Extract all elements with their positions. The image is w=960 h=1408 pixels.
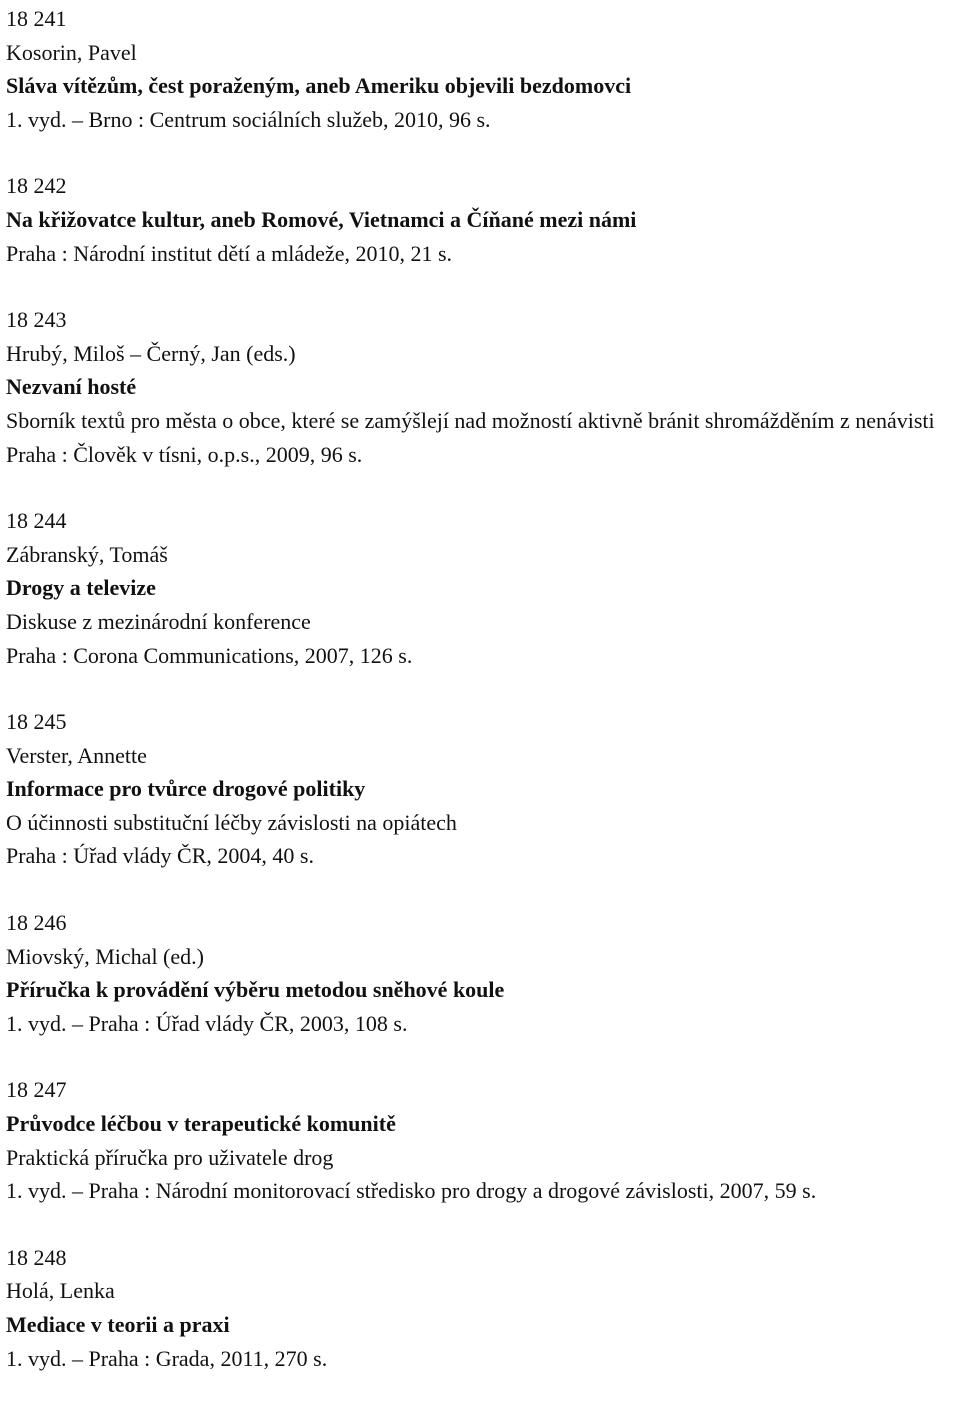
bibliography-list xyxy=(6,2,960,1408)
bibliography-entry xyxy=(6,504,960,672)
entry-author: Holá, Lenka xyxy=(6,1278,115,1304)
bibliography-entry xyxy=(6,1073,960,1207)
entry-number: 18 248 xyxy=(6,1244,67,1270)
entry-title: Na křižovatce kultur, aneb Romové, Vietnamci a Číňané mezi námi xyxy=(6,206,637,232)
entry-number: 18 244 xyxy=(6,508,67,534)
entry-subtitle: Sborník textů pro města o obce, které se zamýšlejí nad možností aktivně bránit shromážděním z nenávisti xyxy=(6,407,935,433)
entry-author: Hrubý, Miloš – Černý, Jan (eds.) xyxy=(6,340,296,366)
entry-number: 18 243 xyxy=(6,307,67,333)
entry-publication: Praha : Národní institut dětí a mládeže, 2010, 21 s. xyxy=(6,240,453,266)
entry-publication: 1. vyd. – Praha : Úřad vlády ČR, 2003, 108 s. xyxy=(6,1010,408,1036)
bibliography-entry xyxy=(6,303,960,471)
entry-title: Drogy a televize xyxy=(6,575,156,601)
entry-number: 18 241 xyxy=(6,6,67,31)
entry-author: Verster, Annette xyxy=(6,742,147,768)
entry-subtitle: Praktická příručka pro uživatele drog xyxy=(6,1144,334,1170)
entry-number: 18 247 xyxy=(6,1077,67,1103)
entry-author: Kosorin, Pavel xyxy=(6,39,137,65)
bibliography-entry xyxy=(6,2,960,136)
entry-publication: Praha : Člověk v tísni, o.p.s., 2009, 96 s. xyxy=(6,441,363,467)
entry-title: Nezvaní hosté xyxy=(6,374,137,400)
entry-publication: 1. vyd. – Praha : Národní monitorovací středisko pro drogy a drogové závislosti, 2007, 59 s. xyxy=(6,1178,817,1204)
entry-author: Zábranský, Tomáš xyxy=(6,541,168,567)
entry-author: Miovský, Michal (ed.) xyxy=(6,943,204,969)
entry-title: Informace pro tvůrce drogové politiky xyxy=(6,776,366,802)
entry-title: Mediace v teorii a praxi xyxy=(6,1312,230,1337)
entry-subtitle: O účinnosti substituční léčby závislosti na opiátech xyxy=(6,809,457,835)
entry-number: 18 245 xyxy=(6,709,67,735)
bibliography-entry xyxy=(6,705,960,873)
entry-publication: 1. vyd. – Brno : Centrum sociálních služeb, 2010, 96 s. xyxy=(6,106,491,132)
bibliography-entry xyxy=(6,169,960,270)
entry-publication: 1. vyd. – Praha : Grada, 2011, 270 s. xyxy=(6,1345,328,1371)
entry-title: Průvodce léčbou v terapeutické komunitě xyxy=(6,1111,396,1137)
entry-title: Příručka k provádění výběru metodou sněhové koule xyxy=(6,977,505,1003)
entry-publication: Praha : Úřad vlády ČR, 2004, 40 s. xyxy=(6,843,314,869)
bibliography-entry xyxy=(6,906,960,1040)
entry-number: 18 242 xyxy=(6,173,67,199)
entry-publication: Praha : Corona Communications, 2007, 126 s. xyxy=(6,642,413,668)
entry-subtitle: Diskuse z mezinárodní konference xyxy=(6,608,311,634)
bibliography-entry xyxy=(6,1241,960,1375)
entry-title: Sláva vítězům, čest poraženým, aneb Ameriku objevili bezdomovci xyxy=(6,73,632,99)
entry-number: 18 246 xyxy=(6,910,67,936)
